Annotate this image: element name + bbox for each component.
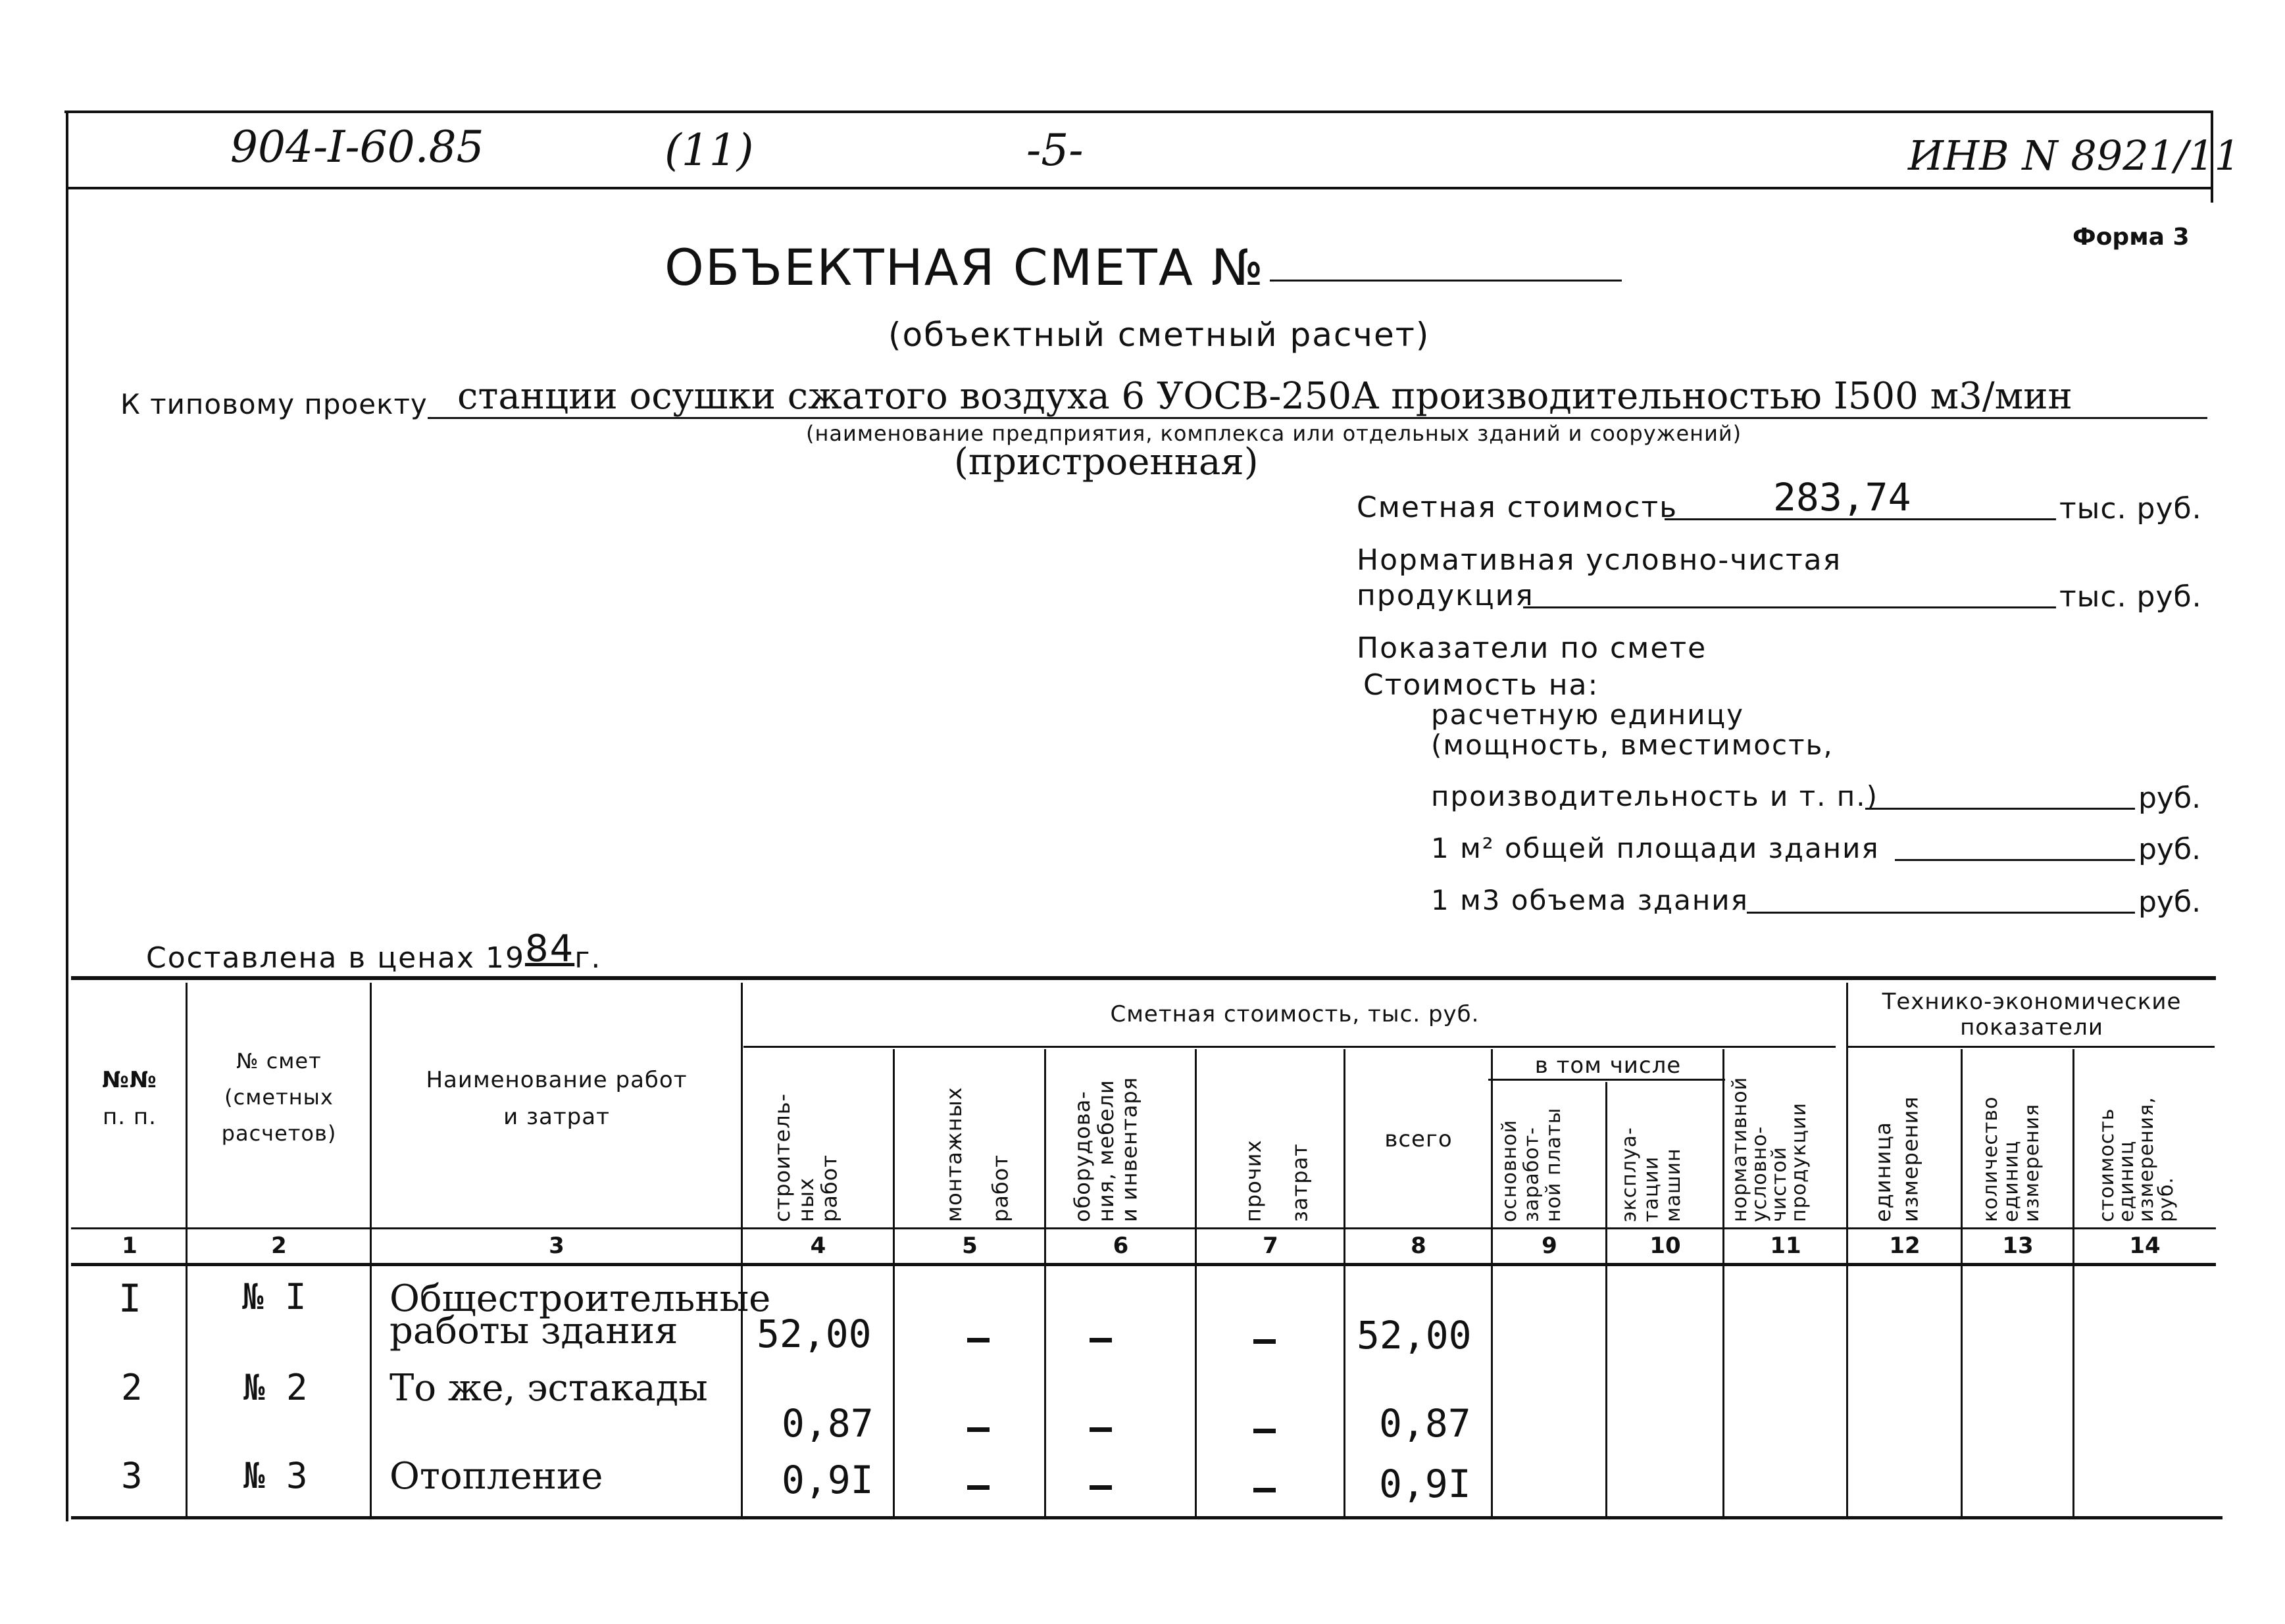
col13-header-line1: количество bbox=[1979, 1096, 2002, 1222]
row1-smeta: № I bbox=[242, 1276, 307, 1317]
volume-line: 1 м3 объема здания bbox=[1431, 884, 1749, 916]
cost-on-label: Стоимость на: bbox=[1363, 668, 1599, 702]
group-tech-underline bbox=[1846, 1046, 2215, 1048]
col2-header-line3: расчетов) bbox=[221, 1121, 337, 1146]
colnum-2: 2 bbox=[271, 1233, 287, 1259]
colnum-5: 5 bbox=[962, 1233, 978, 1259]
col11-header bbox=[1730, 1052, 1809, 1222]
colnum-14: 14 bbox=[2129, 1233, 2161, 1259]
row2-smeta: № 2 bbox=[243, 1367, 308, 1408]
colnum-8: 8 bbox=[1411, 1233, 1426, 1259]
row2-col6-dash bbox=[1090, 1427, 1112, 1432]
col6-header-line2: ния, мебели bbox=[1093, 1079, 1118, 1222]
page-subtitle: (объектный сметный расчет) bbox=[888, 316, 1430, 354]
col9-header-line1: основной bbox=[1498, 1120, 1521, 1222]
table-top-line bbox=[71, 976, 2216, 980]
group-incl-header: в том числе bbox=[1534, 1052, 1682, 1079]
col7-header bbox=[1230, 1118, 1323, 1222]
col6-header bbox=[1071, 1052, 1142, 1222]
cost-unit: тыс. руб. bbox=[2059, 492, 2202, 526]
page-title: ОБЪЕКТНАЯ СМЕТА № bbox=[665, 238, 1265, 297]
col1-header-line1: №№ bbox=[102, 1067, 157, 1093]
col4-header-line3: работ bbox=[816, 1154, 842, 1222]
col10-header-line2: тации bbox=[1640, 1156, 1663, 1222]
page-number: -5- bbox=[1026, 125, 1084, 176]
row1-col5-dash bbox=[967, 1338, 990, 1342]
prices-line bbox=[146, 927, 602, 977]
col3-header bbox=[372, 1066, 741, 1133]
row2-col8: 0,87 bbox=[1379, 1401, 1471, 1446]
project-underline bbox=[428, 417, 2207, 419]
unit-line3: производительность и т. п.) bbox=[1431, 780, 1878, 812]
row3-number: 3 bbox=[121, 1455, 143, 1496]
prices-suffix: г. bbox=[574, 941, 602, 975]
colnum-7: 7 bbox=[1263, 1233, 1278, 1259]
col9-header bbox=[1499, 1085, 1565, 1222]
normative-line2: продукция bbox=[1357, 579, 1534, 612]
unit-line1: расчетную единицу bbox=[1431, 699, 1745, 731]
top-border bbox=[64, 111, 2213, 113]
col14-header-line4: руб. bbox=[2155, 1177, 2178, 1222]
colnum-bottom-line bbox=[71, 1263, 2216, 1266]
col-sep-2 bbox=[370, 983, 372, 1517]
col5-header-line2: работ bbox=[988, 1154, 1013, 1222]
unit-rub: руб. bbox=[2138, 781, 2201, 815]
col10-header bbox=[1619, 1112, 1685, 1222]
album-number: (11) bbox=[665, 125, 754, 176]
colnum-4: 4 bbox=[810, 1233, 826, 1259]
col14-header-line3: измерения, bbox=[2135, 1096, 2158, 1222]
row3-col7-dash bbox=[1253, 1488, 1276, 1492]
col2-header-line2: (сметных bbox=[224, 1085, 334, 1110]
row2-col4: 0,87 bbox=[782, 1401, 874, 1446]
unit-line2: (мощность, вместимость, bbox=[1431, 729, 1834, 761]
col5-header bbox=[931, 1064, 1024, 1222]
row1-number: I bbox=[118, 1276, 141, 1321]
col-sep-3 bbox=[741, 983, 743, 1517]
colnum-13: 13 bbox=[2002, 1233, 2034, 1259]
area-rub: руб. bbox=[2138, 833, 2201, 866]
head-bottom-line bbox=[71, 1227, 2216, 1229]
cost-label: Сметная стоимость bbox=[1357, 491, 1678, 524]
cost-value: 283,74 bbox=[1773, 475, 1911, 520]
col14-header-line2: единиц bbox=[2115, 1140, 2138, 1222]
col4-header bbox=[771, 1064, 841, 1222]
col6-header-line3: и инвентаря bbox=[1117, 1077, 1142, 1222]
col2-header bbox=[188, 1047, 370, 1148]
table-bottom-line bbox=[71, 1516, 2222, 1519]
colnum-6: 6 bbox=[1113, 1233, 1129, 1259]
colnum-1: 1 bbox=[122, 1233, 138, 1259]
col12-header-line2: измерения bbox=[1897, 1096, 1923, 1222]
colnum-11: 11 bbox=[1770, 1233, 1801, 1259]
normative-underline bbox=[1523, 606, 2056, 608]
form-label: Форма 3 bbox=[2072, 224, 2190, 251]
row3-col8: 0,9I bbox=[1379, 1462, 1471, 1506]
col10-header-line1: эксплуа- bbox=[1618, 1127, 1641, 1222]
row3-smeta: № 3 bbox=[243, 1455, 308, 1496]
group-tech-header bbox=[1849, 989, 2215, 1041]
col2-header-line1: № смет bbox=[236, 1048, 322, 1073]
col-sep-9 bbox=[1605, 1082, 1607, 1517]
col-sep-7 bbox=[1343, 1049, 1345, 1517]
prices-year: 84 bbox=[524, 927, 575, 970]
volume-underline bbox=[1747, 912, 2135, 914]
col11-header-line4: продукции bbox=[1788, 1102, 1811, 1222]
colnum-10: 10 bbox=[1649, 1233, 1681, 1259]
colnum-3: 3 bbox=[549, 1233, 565, 1259]
colnum-9: 9 bbox=[1542, 1233, 1557, 1259]
col4-header-line1: строитель- bbox=[770, 1093, 795, 1222]
row1-col4: 52,00 bbox=[757, 1312, 872, 1356]
row3-col4: 0,9I bbox=[782, 1458, 874, 1502]
col14-header bbox=[2097, 1079, 2176, 1222]
col3-header-line2: и затрат bbox=[503, 1103, 610, 1130]
col7-header-line1: прочих bbox=[1241, 1139, 1266, 1222]
col-sep-1 bbox=[186, 983, 188, 1517]
row2-name-line1: То же, эстакады bbox=[389, 1367, 708, 1410]
col14-header-line1: стоимость bbox=[2096, 1108, 2119, 1222]
col13-header bbox=[1980, 1072, 2043, 1222]
col10-header-line3: машин bbox=[1662, 1148, 1686, 1222]
left-border bbox=[66, 111, 68, 1521]
col-sep-13 bbox=[2072, 1049, 2074, 1517]
smeta-number-blank bbox=[1270, 280, 1622, 282]
row1-col6-dash bbox=[1090, 1338, 1112, 1342]
col6-header-line1: оборудова- bbox=[1070, 1091, 1095, 1222]
col12-header bbox=[1870, 1079, 1924, 1222]
project-note: (пристроенная) bbox=[954, 441, 1259, 483]
col-sep-8 bbox=[1491, 1049, 1493, 1517]
col4-header-line2: ных bbox=[793, 1177, 818, 1222]
header-bottom-line bbox=[66, 187, 2212, 189]
group-cost-header: Сметная стоимость, тыс. руб. bbox=[1110, 1001, 1480, 1027]
col-sep-5 bbox=[1044, 1049, 1046, 1517]
col1-header bbox=[74, 1066, 186, 1133]
doc-code: 904-I-60.85 bbox=[230, 122, 484, 172]
row1-col7-dash bbox=[1253, 1339, 1276, 1344]
col8-header: всего bbox=[1384, 1126, 1453, 1152]
col-sep-4 bbox=[893, 1049, 895, 1517]
cost-underline bbox=[1665, 518, 2056, 520]
project-caption: (наименование предприятия, комплекса или отдельных зданий и сооружений) bbox=[806, 421, 1742, 446]
col-sep-10 bbox=[1722, 1049, 1724, 1517]
normative-line1: Нормативная условно-чистая bbox=[1357, 543, 1842, 577]
col3-header-line1: Наименование работ bbox=[426, 1067, 688, 1093]
prices-prefix: Составлена в ценах 19 bbox=[146, 941, 525, 975]
group-cost-underline bbox=[743, 1046, 1836, 1048]
col-sep-12 bbox=[1961, 1049, 1963, 1517]
row3-col5-dash bbox=[967, 1485, 990, 1490]
col7-header-line2: затрат bbox=[1287, 1143, 1313, 1222]
row3-col6-dash bbox=[1090, 1485, 1112, 1490]
col9-header-line2: заработ- bbox=[1520, 1127, 1544, 1222]
unit-underline bbox=[1865, 808, 2135, 810]
row3-name-line1: Отопление bbox=[389, 1455, 603, 1498]
row1-col8: 52,00 bbox=[1357, 1313, 1472, 1358]
col-sep-6 bbox=[1195, 1049, 1197, 1517]
col13-header-line3: измерения bbox=[2021, 1103, 2044, 1222]
area-line: 1 м² общей площади здания bbox=[1431, 832, 1880, 864]
row2-col5-dash bbox=[967, 1427, 990, 1432]
colnum-12: 12 bbox=[1889, 1233, 1921, 1259]
col1-header-line2: п. п. bbox=[103, 1103, 157, 1130]
col12-header-line1: единица bbox=[1871, 1121, 1896, 1222]
normative-unit: тыс. руб. bbox=[2059, 580, 2202, 614]
col11-header-line3: чистой bbox=[1768, 1146, 1791, 1222]
row2-number: 2 bbox=[121, 1367, 143, 1408]
project-label: К типовому проекту bbox=[120, 388, 428, 420]
area-underline bbox=[1895, 859, 2135, 861]
col11-header-line2: условно- bbox=[1748, 1125, 1771, 1222]
col11-header-line1: нормативной bbox=[1728, 1076, 1751, 1222]
group-tech-line1: Технико-экономические bbox=[1882, 989, 2182, 1015]
row1-name-line2: работы здания bbox=[389, 1310, 678, 1352]
col-sep-11 bbox=[1846, 983, 1848, 1517]
col9-header-line3: ной платы bbox=[1542, 1107, 1566, 1222]
volume-rub: руб. bbox=[2138, 885, 2201, 919]
col5-header-line1: монтажных bbox=[942, 1087, 967, 1222]
group-tech-line2: показатели bbox=[1960, 1014, 2103, 1041]
indicators-title: Показатели по смете bbox=[1357, 631, 1707, 665]
project-name: станции осушки сжатого воздуха 6 УОСВ-250А производительностью I500 м3/мин bbox=[457, 375, 2072, 418]
inventory-number: ИНВ N 8921/11 bbox=[1908, 132, 2240, 180]
row2-col7-dash bbox=[1253, 1429, 1276, 1433]
row1-name-line1: Общестроительные bbox=[389, 1277, 771, 1320]
col13-header-line2: единиц bbox=[1999, 1140, 2023, 1222]
